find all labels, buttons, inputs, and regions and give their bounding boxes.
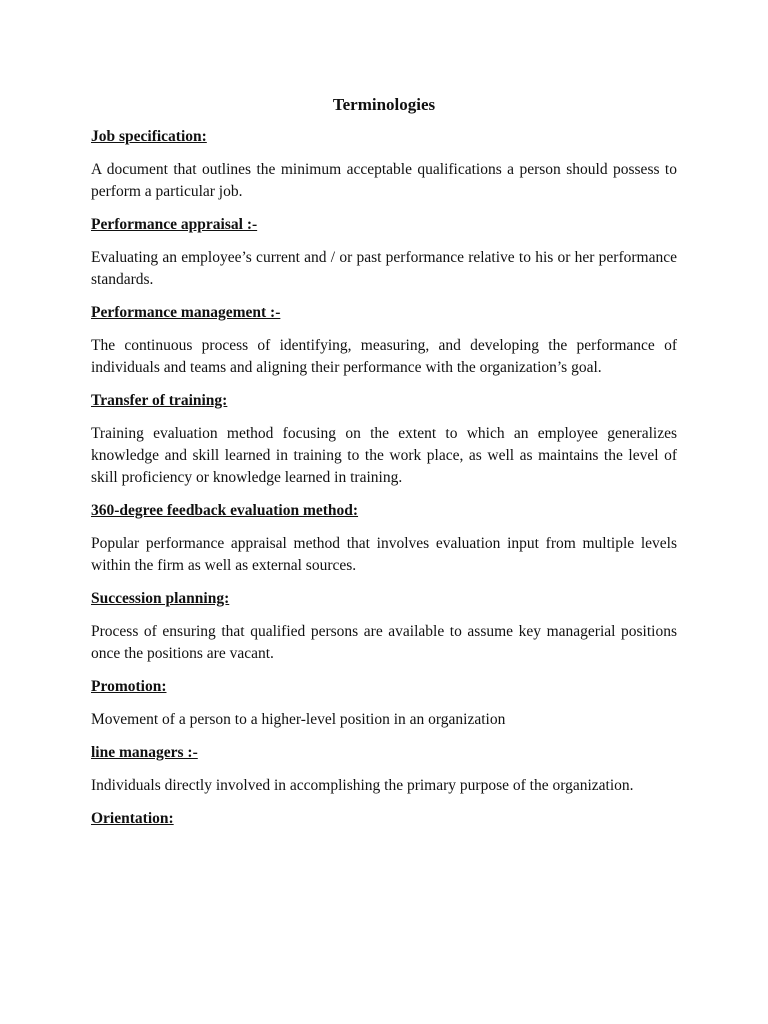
term-line-managers: line managers :- [91,744,198,761]
definition-performance-management: The continuous process of identifying, measuring, and developing the performance of individuals and teams and aligning their performance with the organization’s goal. [91,337,677,376]
term-performance-management: Performance management :- [91,304,281,321]
definition-360-degree-feedback: Popular performance appraisal method that involves evaluation input from multiple levels within the firm as well as external sources. [91,535,677,574]
definition-job-specification: A document that outlines the minimum acceptable qualifications a person should possess to perform a particular job. [91,161,677,200]
definition-performance-appraisal: Evaluating an employee’s current and / or past performance relative to his or her performance standards. [91,249,677,288]
document-page [91,92,677,841]
definition-promotion: Movement of a person to a higher-level position in an organization [91,711,506,728]
term-performance-appraisal: Performance appraisal :- [91,216,258,233]
definition-transfer-of-training: Training evaluation method focusing on the extent to which an employee generalizes knowledge and skill learned in training to the work place, as well as maintains the level of skill proficiency or knowledge learned in training. [91,425,677,486]
term-succession-planning: Succession planning: [91,590,230,607]
term-job-specification: Job specification: [91,128,207,145]
definition-line-managers: Individuals directly involved in accomplishing the primary purpose of the organization. [91,777,634,794]
term-transfer-of-training: Transfer of training: [91,392,228,409]
term-360-degree-feedback: 360-degree feedback evaluation method: [91,502,359,519]
definition-succession-planning: Process of ensuring that qualified persons are available to assume key managerial positions once the positions are vacant. [91,623,677,662]
term-promotion: Promotion: [91,678,167,695]
term-orientation: Orientation: [91,810,174,827]
document-title: Terminologies [332,95,436,114]
